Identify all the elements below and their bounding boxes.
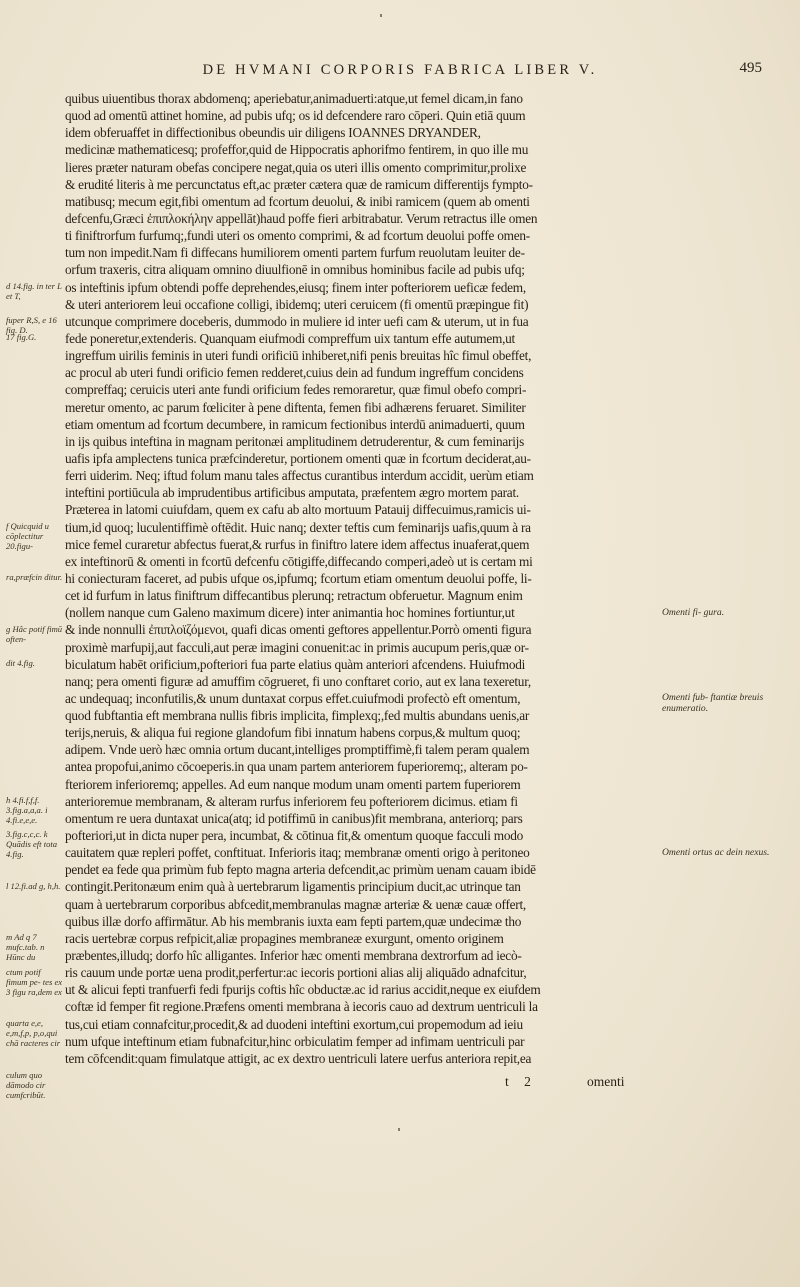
marginal-note: dit 4.fig. [6, 657, 35, 668]
text-line: orfum traxeris, citra aliquam omnino diuulfionē in omnibus hominibus facile ad pubis ufq; [65, 262, 525, 278]
text-line: etiam omentum ad fcortum decumbere, in ramicum fectionibus interdū animaduerti, quum [65, 416, 525, 432]
text-line: præbentes,illudq; dorfo hîc alligantes. Inferior hæc omenti membrana dextrorfum ad iecò- [65, 948, 522, 964]
marginal-note: f Quicquid u cōplectitur 20.figu- [6, 520, 49, 551]
text-line: defcenfu,Græci ἐπιπλοκήλην appellāt)haud poffe fieri arbitrabatur. Verum retractus ille omen [65, 210, 538, 226]
text-line: & erudité literis à me percunctatus eft,ac præter cætera quæ de ramicum differentijs fympto- [65, 176, 533, 192]
text-line: mice femel curaretur abfectus fuerat,& rurfus in finiftro latere idem affectus inuaferat,quem [65, 536, 530, 552]
text-line: ut & alicui fepti tranfuerfi fedi fpurijs coftis hîc obductæ.ac id rarius accidit,neque ex eiufdem [65, 982, 541, 998]
text-line: utcunque comprimere doceberis, dummodo in muliere id inter uefi cam & uterum, ut in fua [65, 313, 529, 329]
text-line: ris cauum unde portæ uena prodit,perfertur:ac iecoris portioni alias alij aliquādo adnafcitur, [65, 965, 527, 981]
text-line: ingreffum uirilis feminis in uteri fundi orificiū inhiberet,nifi penis breuitas hîc fimul obeffet, [65, 348, 532, 364]
text-line: nanq; pera omenti figuræ ad amuffim cōgrueret, fi uno conftaret corio, aut ex lana texeretur, [65, 673, 531, 689]
text-line: terijs,neruis, & aliqua fui regione glandofum fibi innatum habens corpus,& multum quoq; [65, 725, 521, 741]
text-line: quibus uiuentibus thorax abdomenq; aperiebatur,animaduerti:atque,ut femel dicam,in fano [65, 91, 523, 106]
text-line: tem cōfcendit:quam fimulatque attigit, ac ex dextro uentriculi latere uerfus anteriora repit,ea [65, 1050, 532, 1066]
text-line: hi coniecturam faceret, ad pubis ufque os,ipfumq; fcortum etiam omentum deuolui poffe, li- [65, 570, 532, 586]
marginal-note: fuper R,S, e 16 fig. D. [6, 314, 57, 335]
text-line: matibusq; mecum egit,fibi omentum ad fcortum deuolui, & inibi ramicem (quem ab omenti [65, 193, 530, 209]
catchword: omenti [587, 1074, 625, 1089]
text-line: ferri uiderim. Neq; iftud folum manu tales affectus curantibus interdum accidit, uerùm etiam [65, 468, 534, 484]
text-line: cauitatem quæ repleri poffet, conftituat. Inferioris itaq; membranæ omenti origo à peritoneo [65, 845, 530, 861]
text-line: proximè marfupij,aut facculi,aut peræ imagini conuenit:ac in primis aucupum peris,quæ or- [65, 639, 529, 655]
text-line: pendet ea fede qua primùm fub fepto magna arteria defcendit,ac primùm uenam cauam ibidē [65, 862, 536, 878]
text-line: compreffaq; ceruicis uteri ante fundi orificium fedes remoraretur, quæ fimul obefo compri- [65, 382, 527, 398]
marginal-note: m Ad q 7 mufc.tab. n Hūnc du [6, 932, 45, 963]
text-line: ac procul ab uteri fundi orificio femen redderet,cuius dein ad fundum ingreffum concidens [65, 365, 524, 381]
text-line: fede poneretur,extenderis. Quanquam eiufmodi compreffum uix tantum effe autumem,ut [65, 330, 515, 346]
text-line: omentum re uera duntaxat unica(atq; id potiffimū in canibus)fit membrana, anteriorq; pars [65, 810, 523, 826]
page-blemish [398, 1128, 400, 1131]
marginal-note: d 14.fig. in ter L et T, [6, 280, 62, 301]
marginal-note: l 12.fi.ad g, h,h. [6, 880, 61, 891]
text-line: fteriorem inferioremq; appelles. Ad eum nanque modum unam omenti partem fuperiorem [65, 776, 521, 792]
marginal-note: ra,præfcin ditur. [6, 572, 63, 583]
marginal-note: g Hâc potif fimū often- [6, 623, 63, 644]
text-line: ex inteftinorū & omenti in fcortū defcenfu cōtigiffe,diffecando comperi,adeò ut is certam mi [65, 553, 533, 569]
text-line: num ufque inteftinum etiam fubnafcitur,hinc orbiculatim femper ad infimam uentriculi par [65, 1033, 525, 1049]
text-line: inteftini portiūcula ab imprudentibus artificibus amputata, præfentem ægro mortem parat. [65, 485, 519, 501]
text-line: lieres præter naturam obefas concipere negat,quia os uteri illis omento comprimitur,prolixe [65, 159, 527, 175]
text-line: tum non impedit.Nam fi diffecans humiliorem omenti partem furfum reuolutam leuiter de- [65, 245, 525, 261]
marginal-note: quarta e,e, e,m,f,p, p,o,qui chā racteres cir [6, 1018, 61, 1049]
marginal-note: culum quo dāmodo cir cumfcribūt. [6, 1069, 46, 1100]
text-line: cet id furfum in latus finiftrum diffecantibus plerunq; retractum obferuetur. Magnum enim [65, 588, 523, 604]
text-line: & uteri anteriorem leui occafione colligi, ibidemq; uteri ceruicem (fi omentū præpingue fit) [65, 296, 529, 312]
text-line: adipem. Vnde uerò hæc omnia ortum ducant,intelliges promptiffimè,fi talem peram qualem [65, 742, 530, 758]
marginal-note: Omenti fub- ftantiæ breuis enumeratio. [662, 692, 764, 715]
text-line: quibus illæ dorfo affirmātur. Ab his membranis iuxta eam fepti partem,quæ undecimæ tho [65, 913, 522, 929]
marginal-note: 3.fig.c,c,c. k Quādis eft tota 4.fig. [6, 829, 58, 860]
text-line: quod ad omentū attinet homine, ad pubis ufq; os id defcendere raro cōperi. Quin etiā quum [65, 108, 526, 124]
text-line: os inteftinis ipfum obtendi poffe deprehendes,eiusq; finem inter pofteriorem ueficæ fedem, [65, 279, 526, 295]
signature-mark: t 2 [505, 1074, 537, 1089]
text-line: ti finiftrorfum furfumq;,fundi uteri os omento comprimi, & ad fcortum deuolui poffe omen- [65, 228, 530, 244]
marginal-note: 17 fig.G. [6, 332, 37, 343]
text-line: quod fubftantia eft membrana nullis fibris implicita, fimplexq;,fed multis abundans uenis,ar [65, 708, 530, 724]
text-line: coftæ id femper fit regione.Præfens omenti membrana à iecoris cauo ad dextrum uentriculi la [65, 999, 538, 1015]
running-head: DE HVMANI CORPORIS FABRICA LIBER V. [202, 62, 598, 78]
page-number: 495 [739, 60, 762, 76]
marginal-note: h 4.fi.f,f,f. 3.fig.a,a,a. i 4.fi.e,e,e. [6, 795, 48, 826]
text-line: ac undequaq; inconfutilis,& unum duntaxat corpus effet.cuiufmodi profectò eft omentum, [65, 690, 521, 706]
text-line: pofteriori,ut in dicta nuper pera, incumbat, & cōtinua fit,& omentum quoque facculi modo [65, 828, 524, 844]
text-line: & inde nonnulli ἐπιπλοϊζόμενοι, quafi dicas omenti geftores appellentur.Porrò omenti figura [65, 622, 532, 638]
text-line: uafis ipfa amplectens tunica præfcinderetur, portionem omenti quæ in fcortum deciderat,au- [65, 450, 531, 466]
text-line: racis uertebræ corpus refpicit,aliæ propagines membraneæ exurgunt, omento originem [65, 930, 504, 946]
text-line: meretur omento, ac parum fœliciter à pene diftenta, femen fibi adhærens feruaret. Similiter [65, 399, 526, 415]
marginal-note: ctum potif fimum pe- tes ex 3 figu ra,dem ex [6, 966, 63, 997]
page-blemish [380, 14, 382, 17]
text-line: tus,cui etiam connafcitur,procedit,& ad duodeni inteftini exortum,cui propemodum ad ieiu [65, 1016, 523, 1032]
text-line: in ijs quibus inteftina in magnam peritonæi amplitudinem detruderentur, & cum feminarijs [65, 433, 525, 449]
text-line: medicinæ mathematicesq; profeffor,quid de Hippocratis aphorifmo fentirem, in quo ille mu [65, 142, 529, 158]
text-line: tium,id quoq; luculentiffimè oftēdit. Huic nanq; dexter teftis cum feminarijs uafis,quum à ra [65, 519, 531, 535]
text-line: quam à uertebrarum corporibus abfcedit,membranulas magnæ arteriæ & uenæ cauæ offert, [65, 896, 526, 912]
text-line: Præterea in latomi cuiufdam, quem ex cafu ab alto mortuum Patauij diffecuimus,ramicis ui- [65, 502, 531, 518]
text-line: (nollem nanque cum Galeno maximum dicere) inter animantia hoc homines fortiuntur,ut [65, 605, 515, 621]
text-line: contingit.Peritonæum enim quà à uertebrarum ligamentis principium ducit,ac utrinque tan [65, 879, 521, 895]
text-line: biculatum habēt orificium,pofteriori fua parte elatius quàm anteriori afcendens. Huiufmodi [65, 656, 526, 672]
text-line: idem obferuaffet in diffectionibus obeundis uir diligens IOANNES DRYANDER, [65, 125, 481, 141]
marginal-note: Omenti fi- gura. [662, 606, 725, 618]
text-line: antea propofui,animo cōcoeperis.in qua unam partem anteriorem fuperioremq;, alteram po- [65, 759, 528, 775]
main-text-block [65, 90, 650, 1067]
marginal-note: Omenti ortus ac dein nexus. [662, 846, 770, 858]
text-line: anterioremue membranam, & alteram rurfus inferiorem feu pofteriorem dicimus. etiam fi [65, 793, 518, 809]
